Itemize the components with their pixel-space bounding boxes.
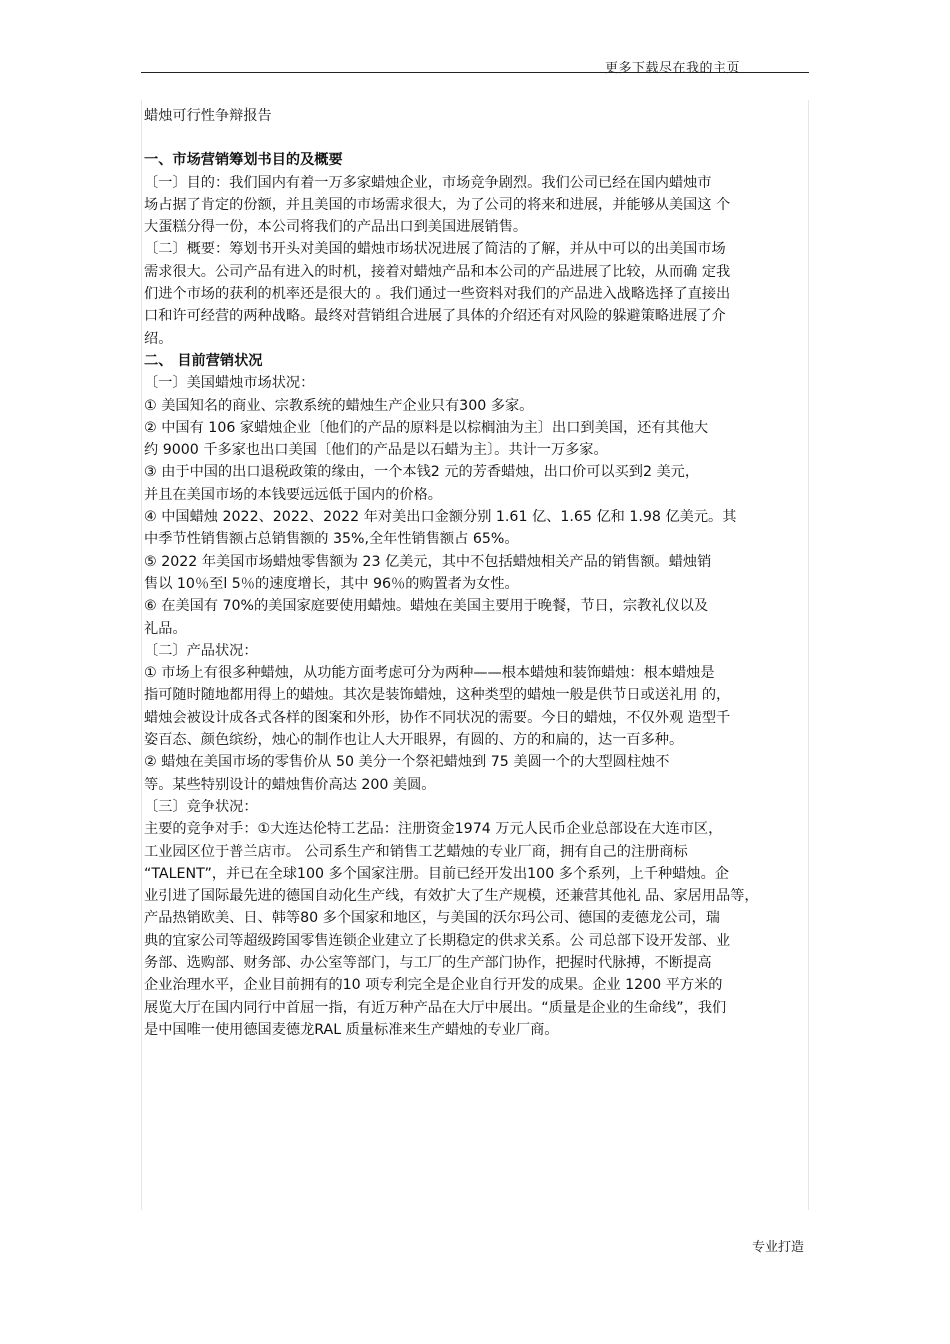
text-line: 〔三〕竞争状况： [144,798,258,815]
text-line: 姿百态、颜色缤纷，烛心的制作也让人大开眼界，有圆的、方的和扁的，达一百多种。 [144,732,684,749]
text-line: 主要的竞争对手：①大连达伦特工艺品：注册资金1974 万元人民币企业总部设在大连市区， [144,821,723,838]
text-line: 需求很大。公司产品有进入的时机，接着对蜡烛产品和本公司的产品进展了比较，从而确 定我 [144,263,731,280]
section-heading: 一、市场营销筹划书目的及概要 [144,152,343,169]
text-line: 中季节性销售额占总销售额的 35%,全年性销售额占 65%。 [144,531,519,548]
text-line: 蜡烛可行性争辩报告 [144,108,272,124]
page-frame-left-border [141,100,142,1210]
text-line: 指可随时随地都用得上的蜡烛。其次是装饰蜡烛，这种类型的蜡烛一般是供节日或送礼用 的， [144,687,731,704]
text-line: 约 9000 千多家也出口美国〔他们的产品是以石蜡为主〕。共计一万多家。 [144,442,608,459]
page-header-text: 更多下载尽在我的主页 [605,61,741,76]
text-line: 产品热销欧美、日、韩等80 多个国家和地区，与美国的沃尔玛公司、德国的麦德龙公司，瑞 [144,910,720,927]
text-line: 礼品。 [144,620,187,637]
text-line: 企业治理水平，企业目前拥有的10 项专利完全是企业自行开发的成果。企业 1200 平方米的 [144,977,723,994]
text-line: 等。某些特别设计的蜡烛售价高达 200 美圆。 [144,776,436,793]
text-line: 典的宜家公司等超级跨国零售连锁企业建立了长期稳定的供求关系。公 司总部下设开发部、业 [144,932,731,949]
text-line: ① 市场上有很多种蜡烛，从功能方面考虑可分为两种——根本蜡烛和装饰蜡烛：根本蜡烛是 [144,665,715,682]
text-line: ③ 由于中国的出口退税政策的缘由，一个本钱2 元的芳香蜡烛，出口价可以买到2 美元， [144,464,700,481]
text-line: ② 中国有 106 家蜡烛企业〔他们的产品的原料是以棕榈油为主〕出口到美国，还有其他大 [144,419,709,436]
text-line: 蜡烛会被设计成各式各样的图案和外形，协作不同状况的需要。今日的蜡烛，不仅外观 造型千 [144,709,731,726]
header-rule [141,72,809,73]
text-line: 大蛋糕分得一份，本公司将我们的产品出口到美国进展销售。 [144,219,528,236]
text-line: “TALENT”，并已在全球100 多个国家注册。目前已经开发出100 多个系列，上千种蜡烛。企 [144,865,729,882]
text-line: 并且在美国市场的本钱要远远低于国内的价格。 [144,486,442,503]
text-line: 〔一〕目的：我们国内有着一万多家蜡烛企业，市场竞争剧烈。我们公司已经在国内蜡烛市 [144,174,712,191]
blank-line [144,127,812,149]
text-line: 口和许可经营的两种战略。最终对营销组合进展了具体的介绍还有对风险的躲避策略进展了介 [144,308,726,325]
section-heading: 二、 目前营销状况 [144,352,263,369]
text-line: 务部、选购部、财务部、办公室等部门，与工厂的生产部门协作，把握时代脉搏，不断提高 [144,954,712,971]
document-body [144,105,812,1041]
text-line: 们进个市场的获利的机率还是很大的 。我们通过一些资料对我们的产品进入战略选择了直接出 [144,286,731,303]
text-line: ② 蜡烛在美国市场的零售价从 50 美分一个祭祀蜡烛到 75 美圆一个的大型圆柱烛不 [144,754,670,771]
text-line: ① 美国知名的商业、宗教系统的蜡烛生产企业只有300 多家。 [144,397,534,414]
page-footer-text: 专业打造 [752,1240,805,1255]
text-line: 〔一〕美国蜡烛市场状况： [144,375,315,392]
text-line: 售以 10％至l 5％的速度增长，其中 96％的购置者为女性。 [144,575,519,592]
text-line: 绍。 [144,330,173,347]
text-line: ⑥ 在美国有 70%的美国家庭要使用蜡烛。蜡烛在美国主要用于晚餐，节日，宗教礼仪以及 [144,598,709,615]
text-line: 是中国唯一使用德国麦德龙RAL 质量标准来生产蜡烛的专业厂商。 [144,1021,559,1038]
text-line: 业引进了国际最先进的德国自动化生产线，有效扩大了生产规模，还兼营其他礼 品、家居用品等， [144,888,759,905]
text-line: ④ 中国蜡烛 2022、2022、2022 年对美出口金额分别 1.61 亿、1.65 亿和 1.98 亿美元。其 [144,509,737,526]
text-line: 工业园区位于普兰店市。 公司系生产和销售工艺蜡烛的专业厂商，拥有自己的注册商标 [144,843,688,860]
text-line: 场占据了肯定的份额，并且美国的市场需求很大，为了公司的将来和进展，并能够从美国这 个 [144,196,731,213]
text-line: 〔二〕概要：筹划书开头对美国的蜡烛市场状况进展了简洁的了解，并从中可以的出美国市场 [144,241,726,258]
text-line: 展览大厅在国内同行中首屈一指，有近万种产品在大厅中展出。“质量是企业的生命线”，我们 [144,999,727,1016]
text-line: 〔二〕产品状况： [144,642,258,659]
text-line: ⑤ 2022 年美国市场蜡烛零售额为 23 亿美元，其中不包括蜡烛相关产品的销售额。蜡烛销 [144,553,712,570]
